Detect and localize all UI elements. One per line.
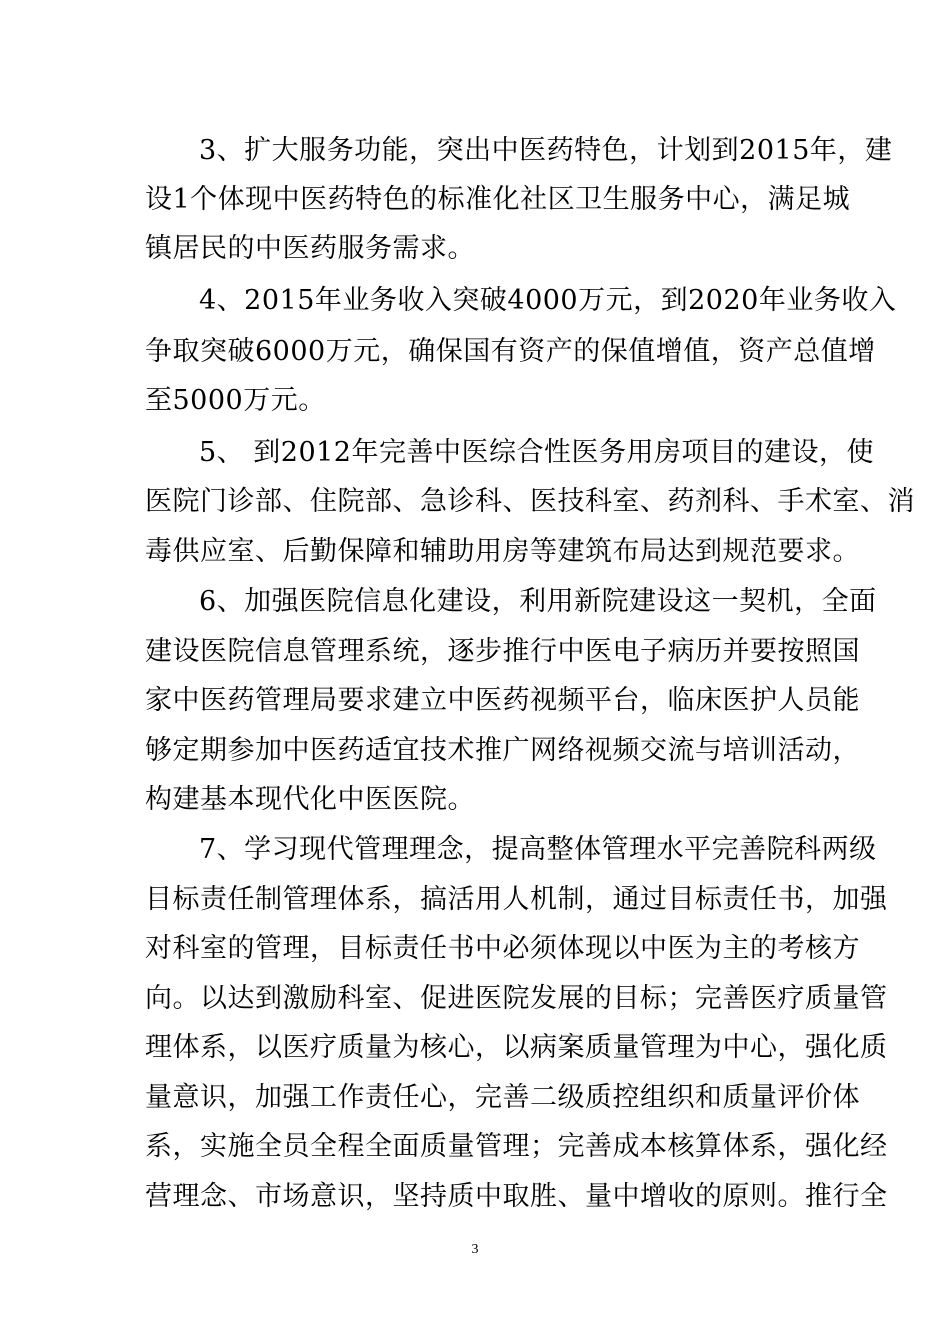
paragraph-7-line-6: 量意识，加强工作责任心，完善二级质控组织和质量评价体 — [145, 1082, 860, 1113]
paragraph-3-line-1: 3、扩大服务功能，突出中医药特色，计划到2015年，建 — [199, 135, 893, 166]
paragraph-5-line-3: 毒供应室、后勤保障和辅助用房等建筑布局达到规范要求。 — [145, 536, 860, 567]
paragraph-4-line-2: 争取突破6000万元，确保国有资产的保值增值，资产总值增 — [145, 336, 876, 367]
paragraph-6-line-1: 6、加强医院信息化建设，利用新院建设这一契机，全面 — [199, 586, 877, 617]
paragraph-7-line-3: 对科室的管理，目标责任书中必须体现以中医为主的考核方 — [145, 933, 860, 964]
paragraph-7-line-2: 目标责任制管理体系，搞活用人机制，通过目标责任书，加强 — [145, 884, 888, 915]
paragraph-7-line-7: 系，实施全员全程全面质量管理；完善成本核算体系，强化经 — [145, 1131, 888, 1162]
paragraph-3-line-3: 镇居民的中医药服务需求。 — [145, 233, 475, 264]
paragraph-6-line-5: 构建基本现代化中医医院。 — [145, 784, 475, 815]
paragraph-5-line-1: 5、 到2012年完善中医综合性医务用房项目的建设，使 — [199, 437, 874, 468]
paragraph-7-line-4: 向。以达到激励科室、促进医院发展的目标；完善医疗质量管 — [145, 983, 888, 1014]
paragraph-7-line-8: 营理念、市场意识，坚持质中取胜、量中增收的原则。推行全 — [145, 1181, 888, 1212]
paragraph-6-line-2: 建设医院信息管理系统，逐步推行中医电子病历并要按照国 — [145, 636, 860, 667]
paragraph-7-line-1: 7、学习现代管理理念，提高整体管理水平完善院科两级 — [199, 834, 877, 865]
paragraph-5-line-2: 医院门诊部、住院部、急诊科、医技科室、药剂科、手术室、消 — [145, 486, 915, 517]
paragraph-6-line-3: 家中医药管理局要求建立中医药视频平台，临床医护人员能 — [145, 685, 860, 716]
page-number: 3 — [471, 1242, 479, 1257]
paragraph-7-line-5: 理体系，以医疗质量为核心，以病案质量管理为中心，强化质 — [145, 1032, 888, 1063]
paragraph-4-line-3: 至5000万元。 — [145, 385, 326, 416]
paragraph-6-line-4: 够定期参加中医药适宜技术推广网络视频交流与培训活动， — [145, 735, 860, 766]
paragraph-4-line-1: 4、2015年业务收入突破4000万元，到2020年业务收入 — [199, 285, 897, 316]
paragraph-3-line-2: 设1个体现中医药特色的标准化社区卫生服务中心，满足城 — [145, 184, 851, 215]
